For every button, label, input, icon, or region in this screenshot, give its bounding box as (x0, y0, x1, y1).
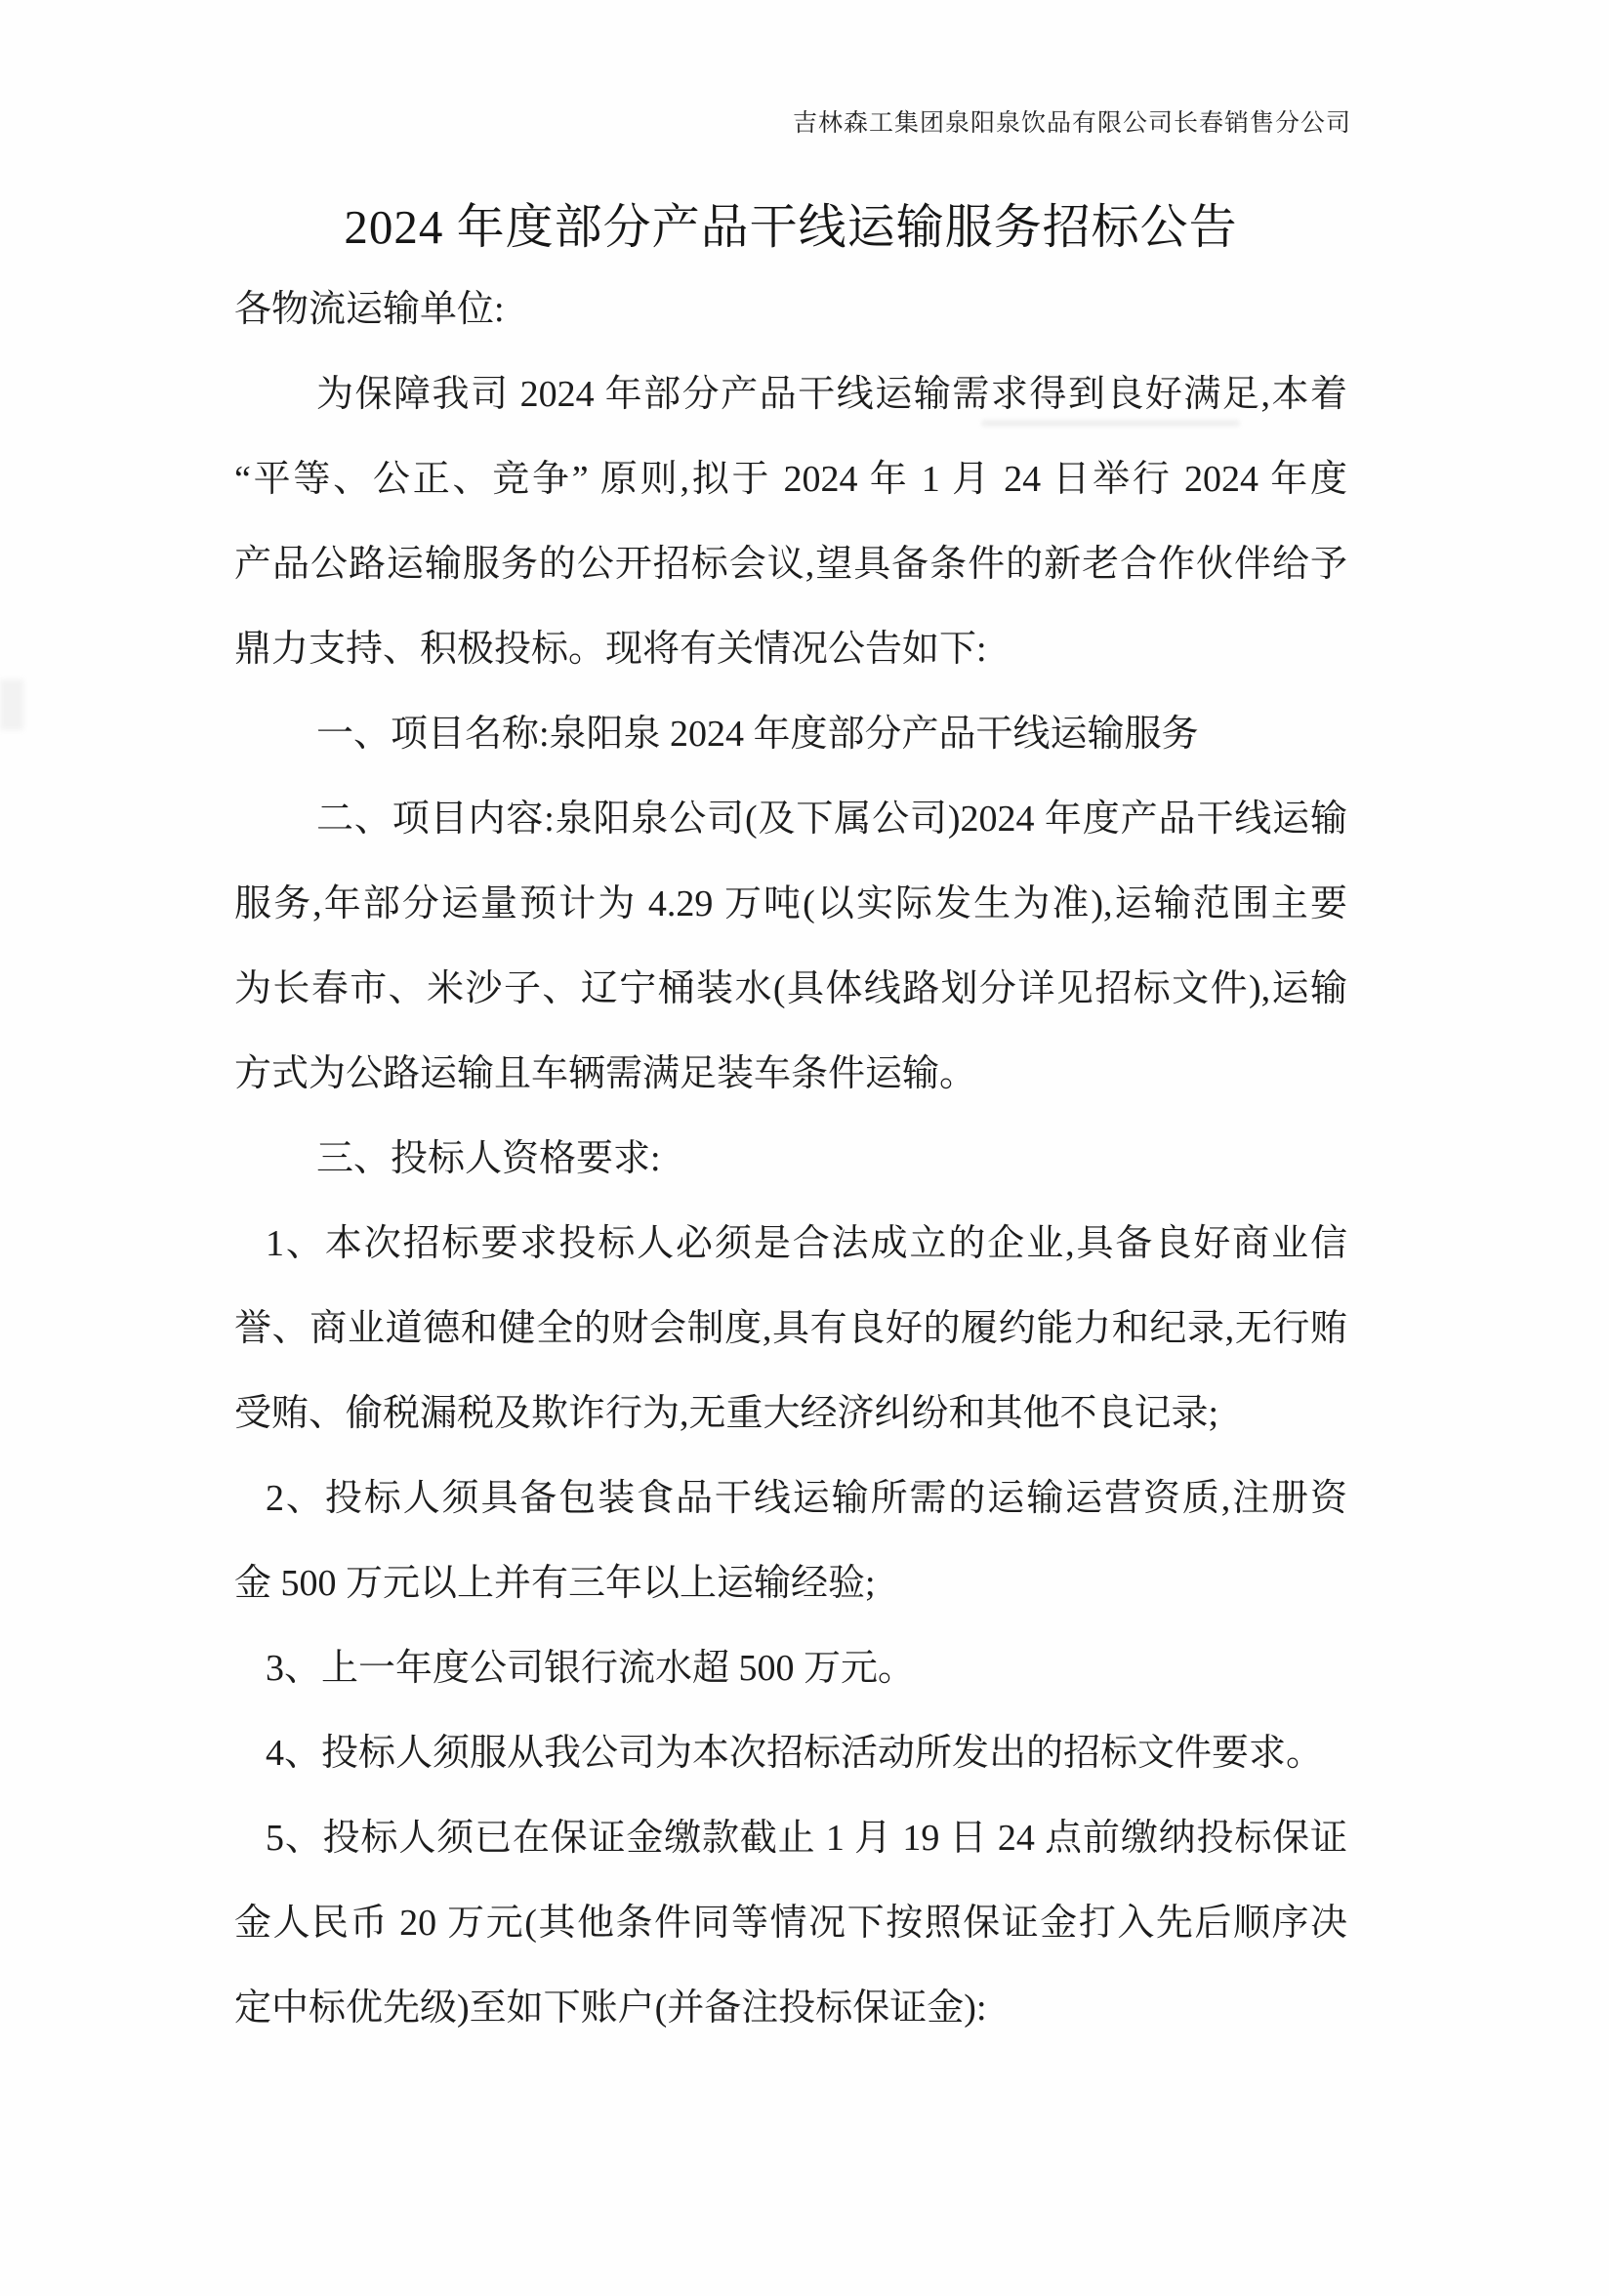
document-line: 一、项目名称:泉阳泉 2024 年度部分产品干线运输服务 (316, 714, 1199, 755)
document-line: 5、投标人须已在保证金缴款截止 1 月 19 日 24 点前缴纳投标保证 (266, 1818, 1347, 1859)
document-line: 3、上一年度公司银行流水超 500 万元。 (266, 1648, 916, 1689)
document-line: 鼎力支持、积极投标。现将有关情况公告如下: (234, 629, 987, 670)
document-line: 服务,年部分运量预计为 4.29 万吨(以实际发生为准),运输范围主要 (234, 883, 1347, 924)
document-line: 受贿、偷税漏税及欺诈行为,无重大经济纠纷和其他不良记录; (234, 1393, 1219, 1434)
document-line: 为保障我司 2024 年部分产品干线运输需求得到良好满足,本着 (316, 374, 1347, 415)
document-line: 二、项目内容:泉阳泉公司(及下属公司)2024 年度产品干线运输 (316, 799, 1347, 840)
document-body (234, 267, 1347, 2051)
page-title: 2024 年度部分产品干线运输服务招标公告 (344, 200, 1238, 254)
document-line: 产品公路运输服务的公开招标会议,望具备条件的新老合作伙伴给予 (234, 544, 1347, 585)
scan-artifact (981, 420, 1240, 427)
document-line: “平等、公正、竞争” 原则,拟于 2024 年 1 月 24 日举行 2024 年度 (234, 459, 1347, 500)
document-line: 4、投标人须服从我公司为本次招标活动所发出的招标文件要求。 (266, 1733, 1324, 1774)
document-line: 三、投标人资格要求: (316, 1138, 661, 1179)
document-line: 2、投标人须具备包装食品干线运输所需的运输运营资质,注册资 (266, 1478, 1347, 1519)
document-line: 方式为公路运输且车辆需满足装车条件运输。 (234, 1053, 977, 1094)
company-header: 吉林森工集团泉阳泉饮品有限公司长春销售分公司 (792, 110, 1351, 137)
document-line: 金 500 万元以上并有三年以上运输经验; (234, 1563, 876, 1604)
document-line: 誉、商业道德和健全的财会制度,具有良好的履约能力和纪录,无行贿 (234, 1308, 1347, 1349)
document-line: 定中标优先级)至如下账户(并备注投标保证金): (234, 1988, 987, 2029)
document-line: 金人民币 20 万元(其他条件同等情况下按照保证金打入先后顺序决 (234, 1903, 1347, 1944)
scan-artifact (0, 679, 23, 730)
document-line: 1、本次招标要求投标人必须是合法成立的企业,具备良好商业信 (266, 1223, 1347, 1264)
document-line: 为长春市、米沙子、辽宁桶装水(具体线路划分详见招标文件),运输 (234, 968, 1347, 1009)
document-line: 各物流运输单位: (234, 289, 505, 330)
